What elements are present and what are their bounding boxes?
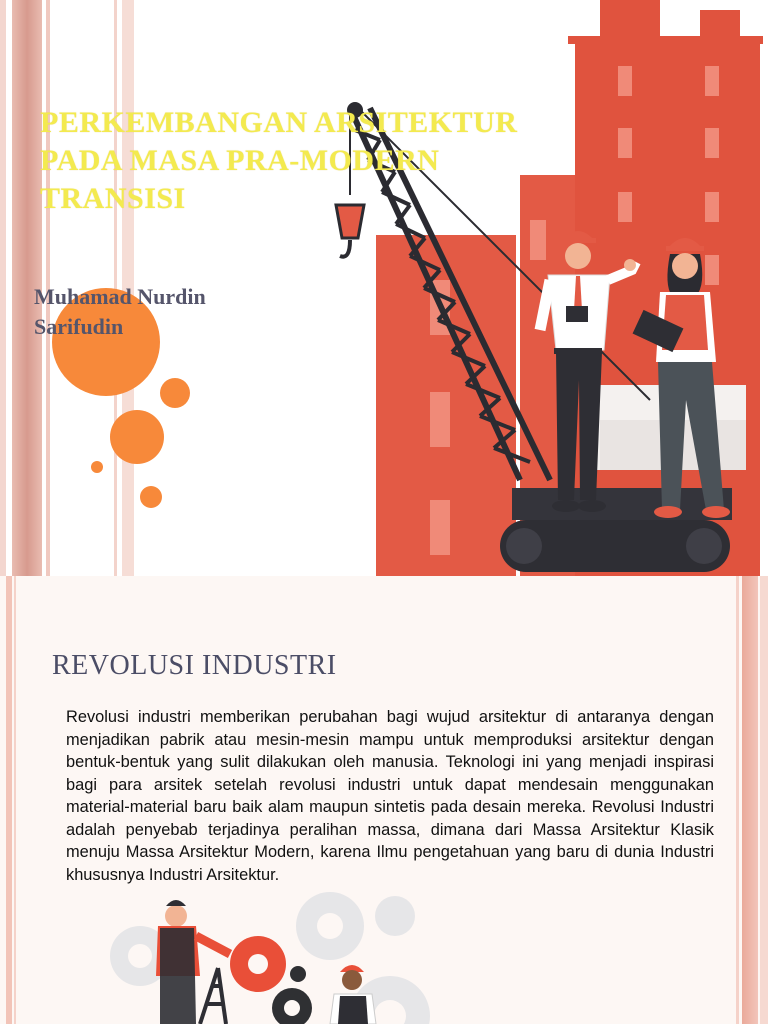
decor-circle-bottom — [140, 486, 162, 508]
decor-circle-right — [160, 378, 190, 408]
slide-body-text: Revolusi industri memberikan perubahan bagi wujud arsitektur di antaranya dengan menjadikan pabrik atau mesin-mesin mampu untuk memproduksi arsitektur dengan bentuk-bentuk yang sulit dilakukan oleh manusia. Teknologi ini yang menjadi inspirasi bagi para arsitek setelah revolusi industri untuk dapat mendesain menggunakan material-material baru baik alam maupun sintetis pada desain mereka. Revolusi Industri adalah penyebab terjadinya peralihan massa, dimana dari Massa Arsitektur Klasik menuju Massa Arsitektur Modern, karena Ilmu pengetahuan yang baru di dunia Industri khususnya Industri Arsitektur. — [66, 708, 714, 884]
decor-circle-mid — [110, 410, 164, 464]
slide-heading: REVOLUSI INDUSTRI — [52, 650, 337, 681]
author-line: Muhamad Nurdin — [34, 284, 206, 309]
slide-title-text — [40, 104, 600, 218]
author-line: Sarifudin — [34, 314, 124, 339]
gear-worker-man — [330, 965, 376, 1024]
slide-revolusi-industri — [0, 576, 768, 1024]
author-name — [34, 282, 294, 342]
title-line: TRANSISI — [40, 182, 186, 215]
title-line: PADA MASA PRA-MODERN — [40, 144, 440, 177]
title-line: PERKEMBANGAN ARSITEKTUR — [40, 106, 518, 139]
decor-circle-small — [91, 461, 103, 473]
